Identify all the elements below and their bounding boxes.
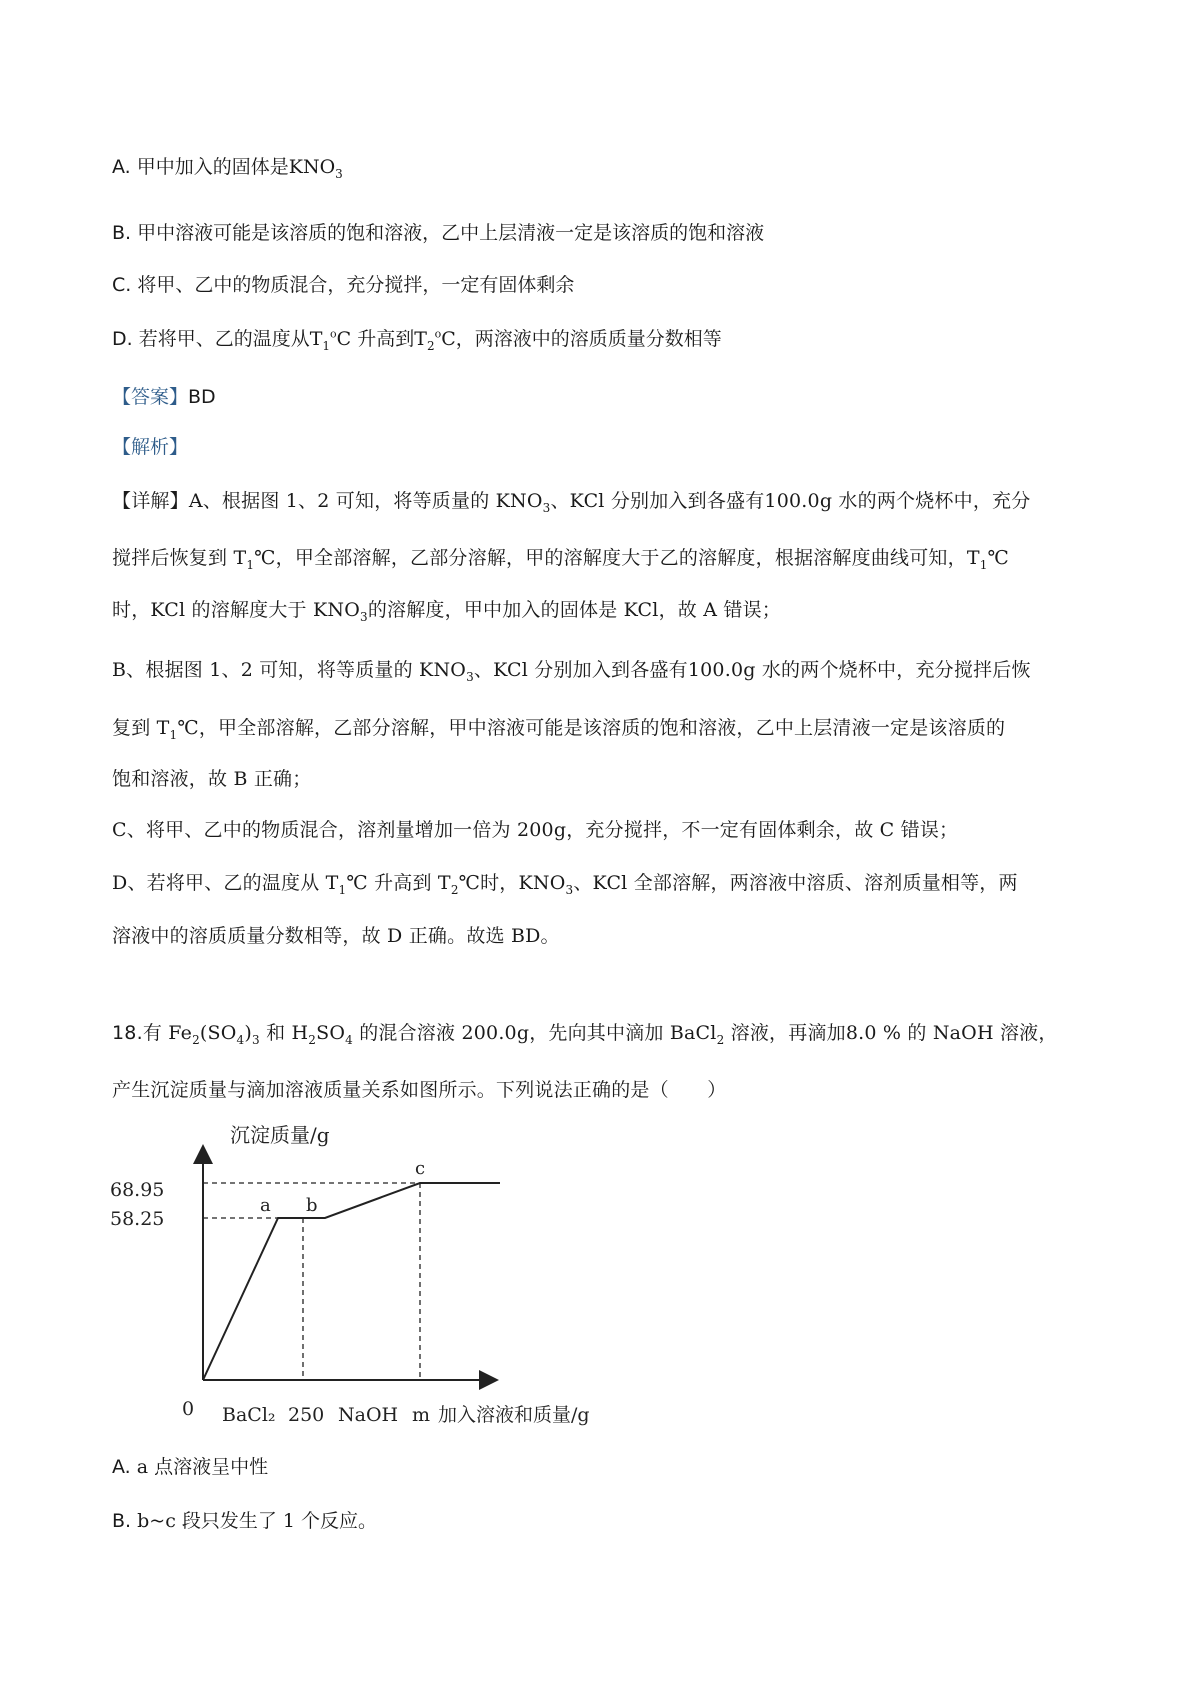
q18-option-b: B. b~c 段只发生了 1 个反应。 bbox=[112, 1510, 378, 1532]
y-tick-label: 58.25 bbox=[110, 1208, 165, 1230]
q18-stem-line2: 产生沉淀质量与滴加溶液质量关系如图所示。下列说法正确的是（ ） bbox=[112, 1079, 727, 1101]
option-text: a 点溶液呈中性 bbox=[136, 1456, 269, 1478]
option-text: 将甲、乙中的物质混合，充分搅拌，一定有固体剩余 bbox=[137, 274, 575, 296]
precipitate-curve bbox=[203, 1183, 500, 1380]
x-tick-label: NaOH bbox=[338, 1404, 399, 1426]
y-tick-label: 68.95 bbox=[110, 1179, 165, 1201]
detail-para-b-line1: B、根据图 1、2 可知，将等质量的 $KNO_3$、KCl 分别加入到各盛有100.0g 水的两个烧杯中，充分搅拌后恢 bbox=[112, 659, 1031, 684]
q17-option-c: C. 将甲、乙中的物质混合，充分搅拌，一定有固体剩余 bbox=[112, 274, 575, 296]
x-axis-label: 加入溶液和质量/g bbox=[438, 1404, 590, 1426]
point-label-b: b bbox=[306, 1195, 318, 1216]
detail-para-c: C、将甲、乙中的物质混合，溶剂量增加一倍为 200g，充分搅拌，不一定有固体剩余，故 C 错误； bbox=[112, 819, 959, 841]
q18-stem-line1: 18.有 $Fe_2(SO_4)_3$ 和 $H_2SO_4$ 的混合溶液 200.0g，先向其中滴加 BaCl$_2$ 溶液，再滴加8.0 % 的 NaOH 溶液， bbox=[112, 1022, 1058, 1047]
point-label-a: a bbox=[260, 1195, 271, 1216]
option-text: 甲中溶液可能是该溶质的饱和溶液，乙中上层清液一定是该溶质的饱和溶液 bbox=[137, 222, 765, 244]
q17-option-a: A. 甲中加入的固体是$KNO_3$ bbox=[112, 156, 343, 181]
detail-para-d-line1: D、若将甲、乙的温度从 $T_1℃$ 升高到 $T_2℃$时，$KNO_3$、KCl 全部溶解，两溶液中溶质、溶剂质量相等，两 bbox=[112, 872, 1018, 897]
x-tick-label: BaCl₂ bbox=[222, 1404, 276, 1426]
detail-tag: 【详解】 bbox=[112, 490, 189, 512]
detail-para-d-line2: 溶液中的溶质质量分数相等，故 D 正确。故选 BD。 bbox=[112, 925, 560, 947]
answer-line bbox=[112, 382, 216, 409]
option-text: b~c 段只发生了 1 个反应。 bbox=[137, 1510, 378, 1532]
option-text: 若将甲、乙的温度从T bbox=[138, 328, 323, 350]
answer-value: BD bbox=[188, 386, 216, 408]
q17-option-b: B. 甲中溶液可能是该溶质的饱和溶液，乙中上层清液一定是该溶质的饱和溶液 bbox=[112, 222, 765, 244]
detail-para-a-line3: 时，KCl 的溶解度大于 $KNO_3$的溶解度，甲中加入的固体是 KCl，故 A 错误； bbox=[112, 599, 781, 624]
detail-para-b-line2: 复到 $T_1℃$，甲全部溶解，乙部分溶解，甲中溶液可能是该溶质的饱和溶液，乙中上层清液一定是该溶质的 bbox=[112, 717, 1006, 742]
precipitate-chart bbox=[100, 1118, 660, 1448]
y-axis-label: 沉淀质量/g bbox=[230, 1123, 330, 1147]
detail-para-b-line3: 饱和溶液，故 B 正确； bbox=[112, 768, 312, 790]
x-tick-label: 250 bbox=[288, 1404, 325, 1426]
x-tick-label: m bbox=[412, 1404, 431, 1426]
point-label-c: c bbox=[415, 1158, 426, 1179]
detail-para-a-line1: 【详解】A、根据图 1、2 可知，将等质量的 $KNO_3$、KCl 分别加入到各盛有100.0g 水的两个烧杯中，充分 bbox=[112, 490, 1031, 515]
detail-para-a-line2: 搅拌后恢复到 $T_1℃$，甲全部溶解，乙部分溶解，甲的溶解度大于乙的溶解度，根据溶解度曲线可知，$T_1℃$ bbox=[112, 547, 1010, 572]
analysis-tag: 【解析】 bbox=[112, 436, 189, 458]
q18-option-a: A. a 点溶液呈中性 bbox=[112, 1456, 269, 1478]
x-tick-label: 0 bbox=[182, 1398, 195, 1420]
option-text: 甲中加入的固体是KNO bbox=[136, 156, 336, 178]
answer-tag: 【答案】 bbox=[112, 386, 189, 408]
q17-option-d: D. 若将甲、乙的温度从$T_1^oC$ 升高到$T_2^oC$，两溶液中的溶质质量分数相等 bbox=[112, 327, 722, 353]
